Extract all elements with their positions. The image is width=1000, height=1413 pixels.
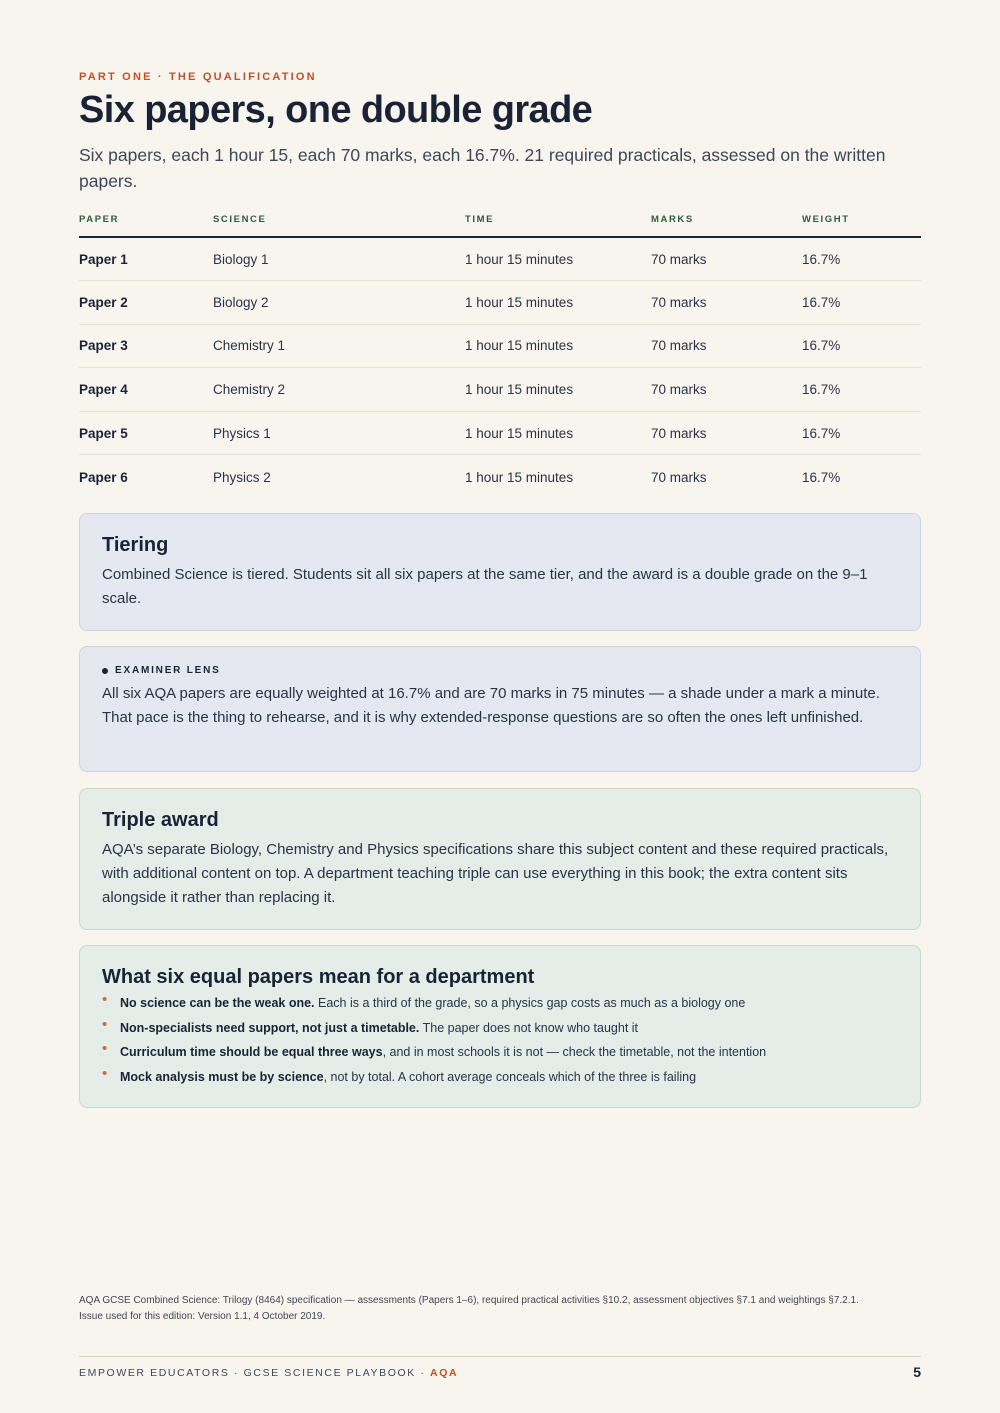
list-item-text: , and in most schools it is not — check the timetable, not the intention	[382, 1045, 767, 1059]
cell-time: 1 hour 15 minutes	[465, 469, 574, 485]
tiering-title: Tiering	[102, 534, 169, 556]
page-subtitle: Six papers, each 1 hour 15, each 70 marks, each 16.7%. 21 required practicals, assessed on the written papers.	[79, 145, 886, 191]
cell-marks: 70 marks	[651, 281, 802, 325]
cell-science: Chemistry 1	[213, 324, 465, 368]
cell-marks: 70 marks	[651, 368, 802, 412]
cell-weight: 16.7%	[802, 324, 921, 368]
cell-science: Physics 2	[213, 469, 271, 485]
department-card	[79, 945, 921, 1108]
tiering-card	[79, 513, 921, 631]
list-item-bold: Curriculum time should be equal three ways	[120, 1045, 383, 1059]
page	[79, 0, 921, 1413]
source-footnote	[79, 1293, 921, 1324]
table-row	[79, 411, 921, 455]
examiner-lens-card	[79, 646, 921, 772]
cell-weight: 16.7%	[802, 469, 841, 485]
footnote-line-1: AQA GCSE Combined Science: Trilogy (8464) specification — assessments (Papers 1–6), required practical activities §10.2, assessment objectives §7.1 and weightings §7.2.1.	[79, 1295, 859, 1306]
cell-paper: Paper 6	[79, 469, 128, 485]
cell-weight: 16.7%	[802, 237, 921, 281]
cell-paper: Paper 2	[79, 281, 213, 325]
bullet-icon: •	[102, 1064, 108, 1082]
list-item-text: , not by total. A cohort average conceals which of the three is failing	[323, 1069, 697, 1084]
triple-award-body: AQA’s separate Biology, Chemistry and Physics specifications share this subject content and these required practicals, with additional content on top. A department teaching triple can use everything in this book; the extra content sits alongside it rather than replacing it.	[102, 841, 889, 906]
list-item	[102, 1064, 898, 1086]
column-header-science: SCIENCE	[213, 214, 465, 237]
examiner-lens-header	[102, 665, 898, 676]
cell-marks: 70 marks	[651, 469, 707, 485]
cell-paper: Paper 4	[79, 368, 213, 412]
list-item-bold: Mock analysis must be by science	[120, 1069, 324, 1084]
table-row	[79, 324, 921, 368]
examiner-lens-body: All six AQA papers are equally weighted at 16.7% and are 70 marks in 75 minutes — a shade under a mark a minute. That pace is the thing to rehearse, and it is why extended-response questions are so often the ones left unfinished.	[102, 685, 880, 726]
bullet-icon: •	[102, 1015, 108, 1033]
cell-science: Chemistry 2	[213, 368, 465, 412]
cell-science: Biology 2	[213, 281, 465, 325]
list-item	[102, 1015, 898, 1037]
table-row	[79, 237, 921, 281]
triple-award-title: Triple award	[102, 809, 219, 831]
table-header-row	[79, 214, 921, 237]
footnote-line-2: Issue used for this edition: Version 1.1, 4 October 2019.	[79, 1310, 326, 1322]
cell-time: 1 hour 15 minutes	[465, 324, 651, 368]
table-row	[79, 455, 921, 499]
list-item	[102, 991, 898, 1012]
cell-paper: Paper 3	[79, 324, 213, 368]
cell-paper: Paper 1	[79, 237, 213, 281]
department-list	[102, 991, 898, 1086]
table-row	[79, 368, 921, 412]
triple-award-card	[79, 788, 921, 930]
cell-weight: 16.7%	[802, 411, 921, 455]
cell-time: 1 hour 15 minutes	[465, 237, 651, 281]
cell-paper: Paper 5	[79, 411, 213, 455]
footer-board: AQA	[430, 1367, 459, 1379]
list-item-text: Each is a third of the grade, so a physics gap costs as much as a biology one	[314, 996, 746, 1010]
page-title: Six papers, one double grade	[79, 89, 593, 131]
section-eyebrow: PART ONE · THE QUALIFICATION	[79, 71, 317, 83]
bullet-dot-icon	[102, 668, 108, 674]
cell-marks: 70 marks	[651, 237, 802, 281]
cell-marks: 70 marks	[651, 324, 802, 368]
bullet-icon: •	[102, 1040, 108, 1057]
cell-weight: 16.7%	[802, 281, 921, 325]
list-item-text: The paper does not know who taught it	[419, 1020, 639, 1035]
cell-science: Biology 1	[213, 237, 465, 281]
page-number: 5	[913, 1364, 921, 1380]
column-header-paper: PAPER	[79, 214, 213, 237]
cell-science: Physics 1	[213, 411, 465, 455]
column-header-marks: MARKS	[651, 214, 802, 237]
list-item-bold: No science can be the weak one.	[120, 996, 315, 1010]
cell-time: 1 hour 15 minutes	[465, 281, 651, 325]
tiering-body: Combined Science is tiered. Students sit all six papers at the same tier, and the award is a double grade on the 9–1 scale.	[102, 566, 868, 607]
footer-divider	[79, 1356, 921, 1357]
papers-table	[79, 214, 921, 499]
cell-time: 1 hour 15 minutes	[465, 411, 651, 455]
list-item	[102, 1040, 898, 1061]
cell-time: 1 hour 15 minutes	[465, 368, 651, 412]
department-title: What six equal papers mean for a department	[102, 966, 535, 988]
list-item-bold: Non-specialists need support, not just a timetable.	[120, 1020, 420, 1035]
examiner-lens-label: EXAMINER LENS	[115, 665, 221, 676]
footer-publication: EMPOWER EDUCATORS · GCSE SCIENCE PLAYBOOK ·	[79, 1367, 431, 1379]
cell-marks: 70 marks	[651, 411, 802, 455]
cell-weight: 16.7%	[802, 368, 921, 412]
bullet-icon: •	[102, 991, 108, 1008]
table-row	[79, 281, 921, 325]
column-header-time: TIME	[465, 214, 651, 237]
running-footer	[79, 1367, 458, 1379]
column-header-weight: WEIGHT	[802, 214, 921, 237]
